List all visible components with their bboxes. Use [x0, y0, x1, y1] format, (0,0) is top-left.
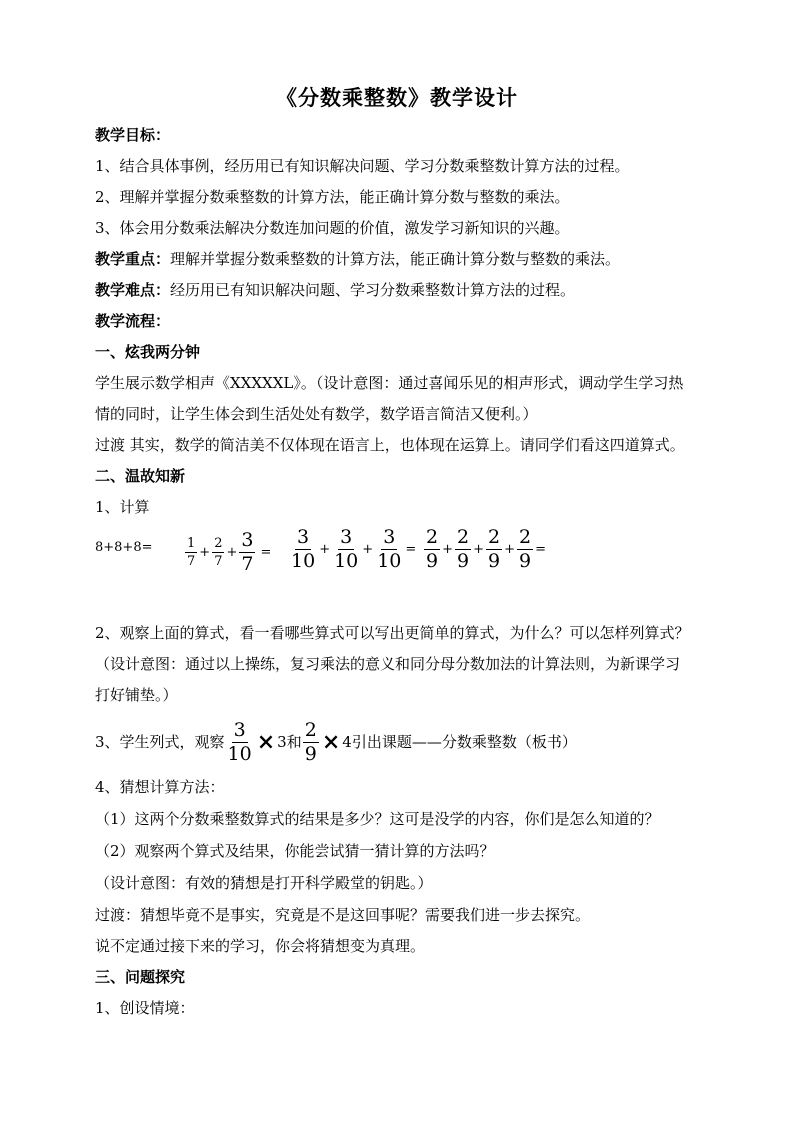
- section2-item4-question2: （2）观察两个算式及结果，你能尝试猜一猜计算的方法吗？: [95, 842, 495, 860]
- fraction-3-10-a: $\frac{3}{10}$: [291, 526, 316, 572]
- section3-heading: 三、问题探究: [95, 968, 186, 986]
- section1-transition: 过渡 其实，数学的简洁美不仅体现在语言上，也体现在运算上。请同学们看这四道算式。: [95, 436, 685, 454]
- fraction-3-10-b: $\frac{3}{10}$: [334, 526, 359, 572]
- key-point-text: 理解并掌握分数乘整数的计算方法，能正确计算分数与整数的乘法。: [170, 250, 621, 268]
- section2-transition2: 说不定通过接下来的学习，你会将猜想变为真理。: [95, 937, 426, 955]
- key-point: [95, 249, 735, 269]
- section2-item1: 1、计算: [95, 498, 150, 516]
- fraction-2-9-d: $\frac{2}{9}$: [519, 526, 532, 572]
- section2-transition1: 过渡：猜想毕竟不是事实，究竟是不是这回事呢？需要我们进一步去探究。: [95, 906, 591, 924]
- goal-item-2: 2、理解并掌握分数乘整数的计算方法，能正确计算分数与整数的乘法。: [95, 188, 570, 206]
- section2-item4-note: （设计意图：有效的猜想是打开科学殿堂的钥匙。）: [95, 874, 433, 892]
- fraction-2-9-b: $\frac{2}{9}$: [457, 526, 470, 572]
- section1-paragraph-line2: 情的同时，让学生体会到生活处处有数学，数学语言简洁又便利。）: [95, 405, 538, 423]
- fraction-1-7: $\frac{1}{7}$: [187, 536, 196, 569]
- multiplier-4: 4: [342, 733, 352, 751]
- section2-item2-line2: （设计意图：通过以上操练，复习乘法的意义和同分母分数加法的计算法则，为新课学习: [95, 655, 681, 673]
- goals-heading: 教学目标：: [95, 126, 171, 144]
- section2-item4: 4、猜想计算方法：: [95, 778, 225, 796]
- section2-item2-line1: 2、观察上面的算式，看一看哪些算式可以写出更简单的算式，为什么？可以怎样列算式？: [95, 624, 690, 642]
- times-sign-2: ×: [321, 729, 341, 755]
- fraction-3-10-inline: $\frac{3}{10}$: [227, 718, 252, 765]
- section2-item3: [95, 718, 735, 766]
- expression-tenths: $\frac{3}{10}$ + $\frac{3}{10}$ + $\frac{3}{10}$ =: [291, 526, 417, 572]
- document-title: 《分数乘整数》教学设计: [276, 85, 518, 110]
- item3-suffix: 引出课题——分数乘整数（板书）: [351, 733, 577, 751]
- fraction-2-9-a: $\frac{2}{9}$: [426, 526, 439, 572]
- difficulty-label: 教学难点：: [95, 281, 171, 299]
- expression-ninths: $\frac{2}{9}$ + $\frac{2}{9}$ + $\frac{2}{9}$ + $\frac{2}{9}$ =: [426, 526, 546, 572]
- expression-8-sum-text: 8+8+8=: [95, 540, 153, 555]
- goal-item-3: 3、体会用分数乘法解决分数连加问题的价值，激发学习新知识的兴趣。: [95, 219, 570, 237]
- expression-8-sum: [95, 540, 153, 555]
- multiplier-3: 3: [277, 733, 287, 751]
- item3-prefix: 3、学生列式，观察: [95, 733, 225, 751]
- fraction-3-10-c: $\frac{3}{10}$: [377, 526, 402, 572]
- fraction-2-9-inline: $\frac{2}{9}$: [304, 718, 317, 765]
- fraction-2-9-c: $\frac{2}{9}$: [488, 526, 501, 572]
- difficulty: [95, 280, 735, 300]
- difficulty-text: 经历用已有知识解决问题、学习分数乘整数计算方法的过程。: [170, 281, 576, 299]
- section2-item4-question1: （1）这两个分数乘整数算式的结果是多少？这可是没学的内容，你们是怎么知道的？: [95, 810, 660, 828]
- expression-sevenths: $\frac{1}{7}$ + $\frac{2}{7}$ + $\frac{3}{7}$ =: [187, 529, 272, 575]
- fraction-3-7: $\frac{3}{7}$: [241, 529, 254, 575]
- fraction-2-7: $\frac{2}{7}$: [214, 536, 223, 569]
- section2-item2-line3: 打好铺垫。）: [95, 686, 178, 704]
- goal-item-1: 1、结合具体事例，经历用已有知识解决问题、学习分数乘整数计算方法的过程。: [95, 157, 630, 175]
- section1-paragraph-line1: 学生展示数学相声《XXXXXL》。（设计意图：通过喜闻乐见的相声形式，调动学生学习热: [95, 374, 684, 392]
- section1-heading: 一、炫我两分钟: [95, 343, 201, 361]
- section2-heading: 二、温故知新: [95, 467, 186, 485]
- times-sign-1: ×: [256, 729, 276, 755]
- and-text: 和: [286, 733, 302, 751]
- section3-item1: 1、创设情境：: [95, 999, 195, 1017]
- key-point-label: 教学重点：: [95, 250, 171, 268]
- flow-heading: 教学流程：: [95, 312, 171, 330]
